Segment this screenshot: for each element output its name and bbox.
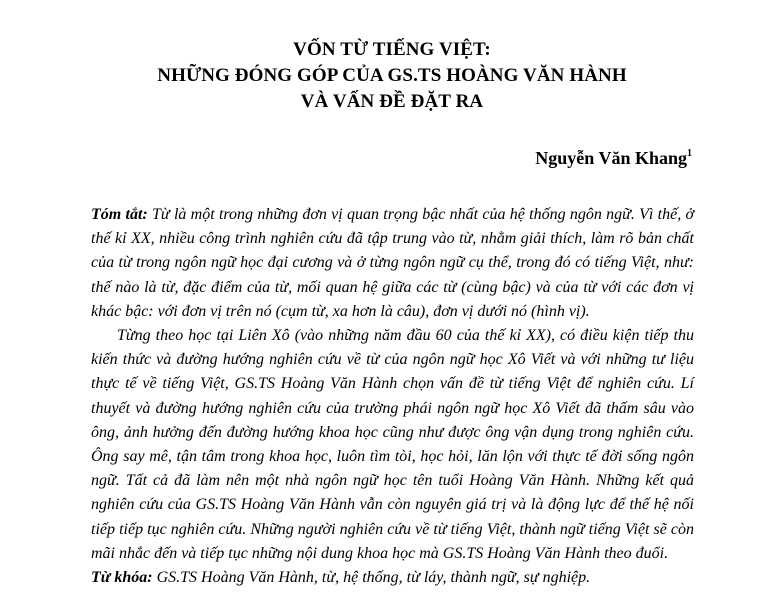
author-name: Nguyễn Văn Khang	[535, 148, 687, 168]
paper-title-line-2: NHỮNG ĐÓNG GÓP CỦA GS.TS HOÀNG VĂN HÀNH	[157, 65, 627, 86]
keywords-label: Từ khóa:	[91, 569, 153, 587]
abstract-paragraph-2	[91, 324, 694, 566]
keywords-line	[91, 566, 694, 590]
abstract-text-2: Từng theo học tại Liên Xô (vào những năm đầu 60 của thế kỉ XX), có điều kiện tiếp thu kiến thức và đường hướng nghiên cứu về từ của ngôn ngữ học Xô Viết và với những tư liệu thực tế về tiếng Việt, GS.TS Hoàng Văn Hành chọn vấn đề từ tiếng Việt để nghiên cứu. Lí thuyết và đường hướng nghiên cứu của trường phái ngôn ngữ học Xô Viết đã thấm sâu vào ông, ảnh hưởng đến đường hướng khoa học cũng như được ông vận dụng trong nghiên cứu. Ông say mê, tận tâm trong khoa học, luôn tìm tòi, học hỏi, lăn lộn với thực tế đời sống ngôn ngữ. Tất cả đã làm nên một nhà ngôn ngữ học tên tuổi Hoàng Văn Hành. Những kết quả nghiên cứu của GS.TS Hoàng Văn Hành vẫn còn nguyên giá trị và là động lực để thế hệ nối tiếp tiếp tục nghiên cứu. Những người nghiên cứu về từ tiếng Việt, thành ngữ tiếng Việt sẽ còn mãi nhắc đến và tiếp tục những nội dung khoa học mà GS.TS Hoàng Văn Hành theo đuổi.	[91, 327, 694, 562]
keywords-text: GS.TS Hoàng Văn Hành, từ, hệ thống, từ láy, thành ngữ, sự nghiệp.	[156, 569, 591, 587]
abstract-paragraph-1	[91, 203, 694, 324]
author-line	[535, 146, 692, 170]
abstract-label: Tóm tắt:	[91, 206, 148, 223]
abstract-text-1: Từ là một trong những đơn vị quan trọng bậc nhất của hệ thống ngôn ngữ. Vì thế, ở thế kỉ XX, nhiều công trình nghiên cứu đã tập trung vào từ, nhằm giải thích, làm rõ bản chất của từ trong ngôn ngữ học đại cương và ở từng ngôn ngữ cụ thể, trong đó có tiếng Việt, như: thế nào là từ, đặc điểm của từ, mối quan hệ giữa các từ (cùng bậc) và của từ với các đơn vị khác bậc: với đơn vị trên nó (cụm từ, xa hơn là câu), đơn vị dưới nó (hình vị).	[91, 206, 695, 320]
abstract-block	[91, 203, 694, 590]
paper-title-line-1: VỐN TỪ TIẾNG VIỆT:	[293, 39, 491, 60]
author-footnote-marker: 1	[687, 148, 692, 159]
paper-title-line-3: VÀ VẤN ĐỀ ĐẶT RA	[300, 91, 484, 112]
